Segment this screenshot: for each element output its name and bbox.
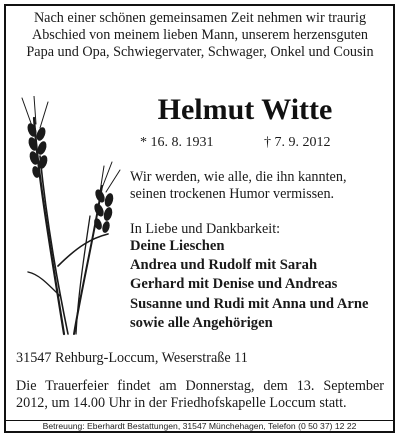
intro-line: Nach einer schönen gemeinsamen Zeit nehmen wir traurig (33, 10, 367, 26)
mourner-entry: Gerhard mit Denise und Andreas (130, 276, 338, 293)
funeral-line: Die Trauerfeier findet am Donnerstag, dem 13. September (16, 378, 384, 394)
mourner-entry: Andrea und Rudolf mit Sarah (130, 257, 318, 274)
memorial-quote (130, 169, 380, 203)
birth-date: * 16. 8. 1931 (140, 135, 214, 150)
quote-line: Wir werden, wie alle, die ihn kannten, (130, 169, 347, 185)
intro-line: Papa und Opa, Schwiegervater, Schwager, Onkel und Cousin (26, 44, 374, 60)
intro-line: Abschied von meinem lieben Mann, unserem herzensguten (31, 27, 369, 43)
wheat-ears-icon (20, 96, 130, 336)
intro-text (14, 10, 386, 61)
mourner-entry: sowie alle Angehörigen (130, 314, 273, 331)
undertaker-footer: Betreuung: Eberhardt Bestattungen, 31547 Münchehagen, Telefon (0 50 37) 12 22 (6, 420, 393, 432)
funeral-announcement (16, 378, 384, 412)
quote-line: seinen trockenen Humor vermissen. (130, 186, 335, 202)
death-date: † 7. 9. 2012 (264, 135, 331, 150)
mourner-entry: Deine Lieschen (130, 238, 225, 254)
deceased-name: Helmut Witte (157, 93, 333, 126)
mourning-intro: In Liebe und Dankbarkeit: (130, 221, 281, 237)
mourner-entry: Susanne und Rudi mit Anna und Arne (130, 295, 369, 312)
funeral-line: 2012, um 14.00 Uhr in der Friedhofskapelle Loccum statt. (16, 395, 347, 411)
family-address: 31547 Rehburg-Loccum, Weserstraße 11 (16, 350, 248, 366)
mourners-list (130, 237, 368, 333)
